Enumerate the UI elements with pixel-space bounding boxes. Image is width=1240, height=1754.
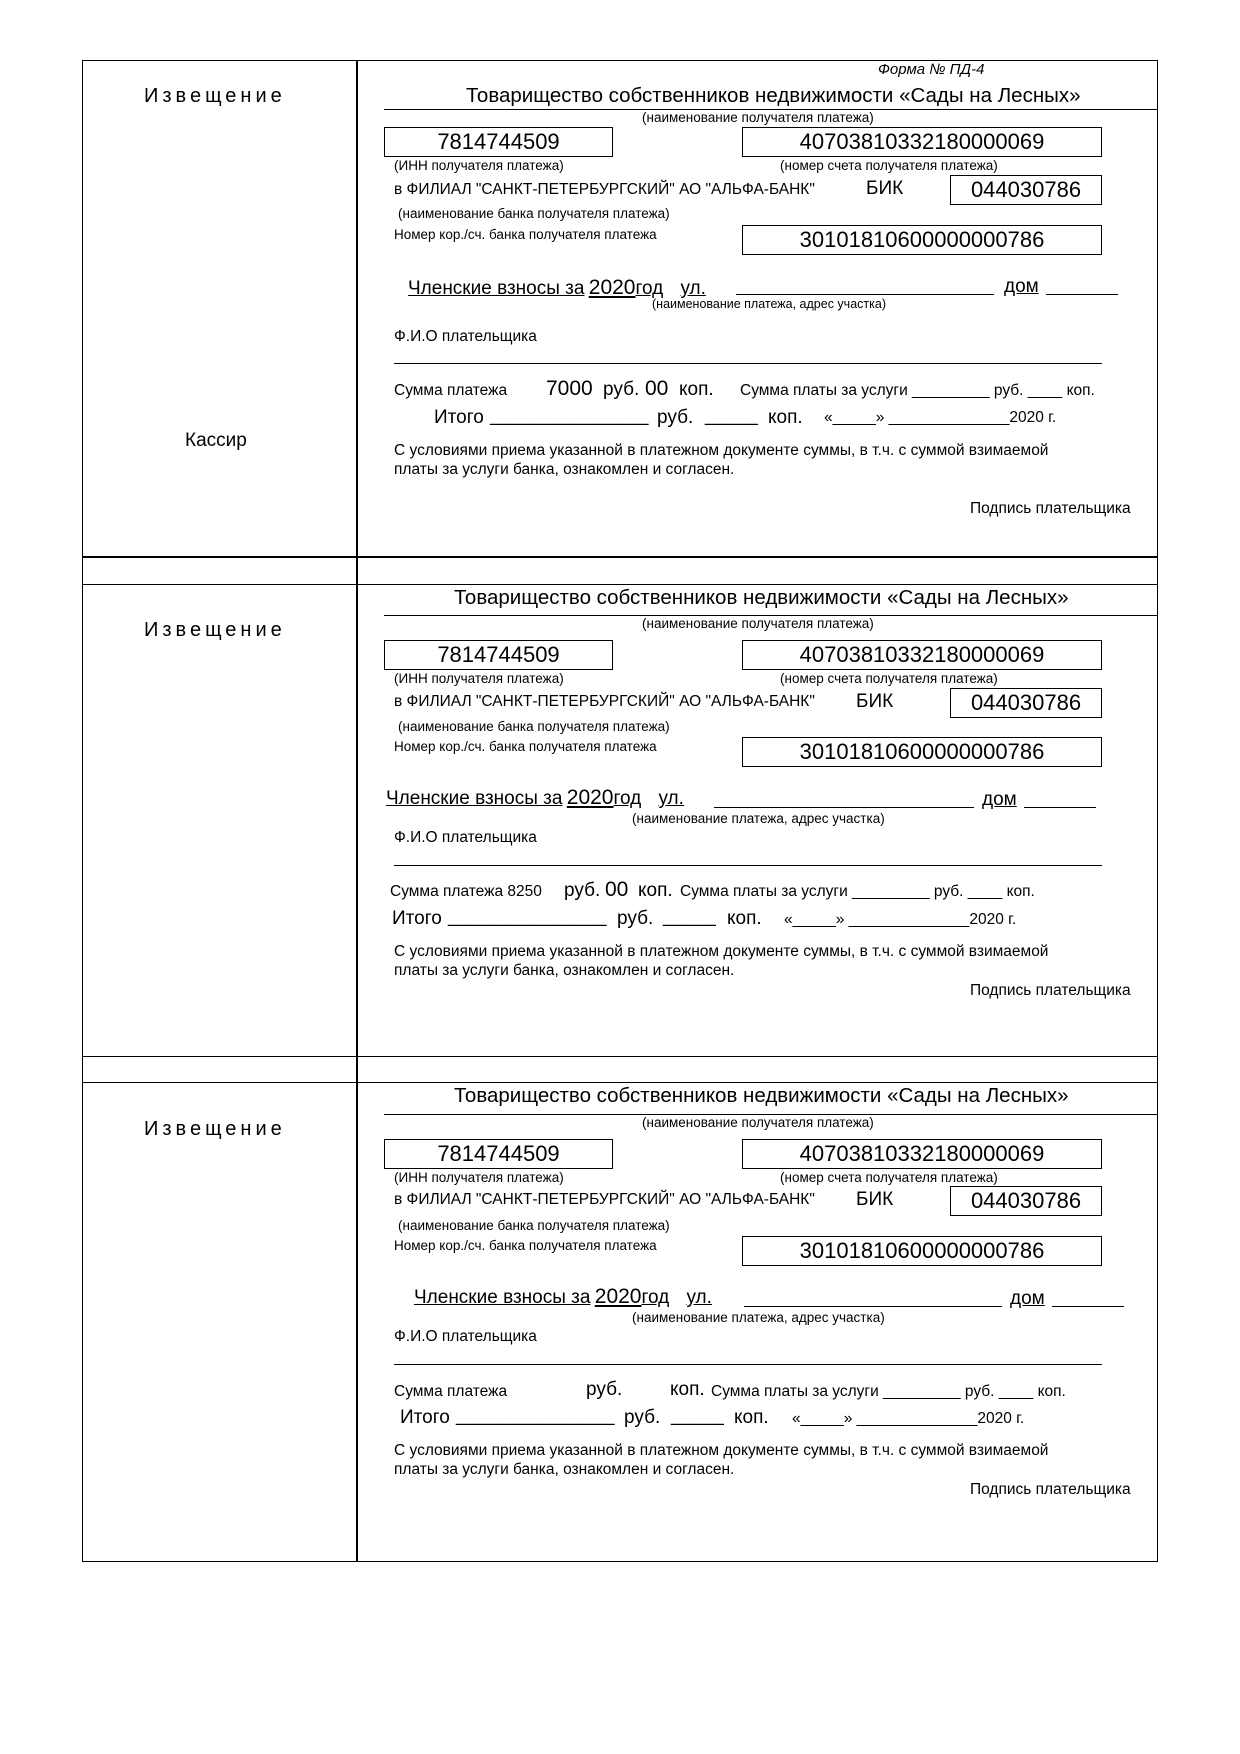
corr-account-field: 30101810600000000786 — [742, 1236, 1102, 1266]
total-kop-label: коп. — [768, 407, 803, 428]
bank-name: в ФИЛИАЛ "САНКТ-ПЕТЕРБУРГСКИЙ" АО "АЛЬФА-БАНК" — [394, 181, 815, 198]
date-line: «_____» ______________2020 г. — [792, 1410, 1025, 1427]
house-label: дом — [982, 789, 1017, 810]
service-label: Сумма платы за услуги _________ руб. ____ коп. — [680, 883, 1035, 900]
terms-line-2: платы за услуги банка, ознакомлен и согласен. — [394, 461, 735, 478]
account-caption: (номер счета получателя платежа) — [780, 671, 998, 686]
recipient-caption: (наименование получателя платежа) — [642, 616, 874, 631]
signature-label: Подпись плательщика — [970, 1481, 1131, 1498]
purpose-prefix: Членские взносы за — [386, 788, 563, 809]
house-blank — [1046, 294, 1118, 295]
bank-caption: (наименование банка получателя платежа) — [398, 206, 670, 221]
bik-label: БИК — [866, 178, 904, 199]
recipient-top-line — [384, 584, 1158, 585]
total-kop-blank: _____ — [705, 405, 758, 426]
rub-label: руб. — [564, 880, 601, 901]
service-label: Сумма платы за услуги _________ руб. ____ коп. — [740, 382, 1095, 399]
purpose-line — [386, 787, 684, 808]
terms-line-1: С условиями приема указанной в платежном документе суммы, в т.ч. с суммой взимаемой — [394, 943, 1049, 960]
bik-field: 044030786 — [950, 175, 1102, 205]
purpose-caption: (наименование платежа, адрес участка) — [652, 297, 886, 311]
section-2-bottom-divider — [82, 1056, 1158, 1057]
house-blank — [1024, 807, 1096, 808]
purpose-year-suffix: год — [641, 1287, 670, 1308]
total-rub-label: руб. — [617, 908, 654, 929]
payer-blank — [394, 363, 1102, 364]
payer-blank — [394, 865, 1102, 866]
purpose-line — [414, 1286, 712, 1307]
account-field: 40703810332180000069 — [742, 1139, 1102, 1169]
payer-label: Ф.И.О плательщика — [394, 829, 537, 846]
inn-field: 7814744509 — [384, 127, 613, 157]
purpose-caption: (наименование платежа, адрес участка) — [632, 811, 885, 826]
purpose-caption: (наименование платежа, адрес участка) — [632, 1310, 885, 1325]
bank-caption: (наименование банка получателя платежа) — [398, 1218, 670, 1233]
total-label: Итого — [400, 1407, 450, 1428]
street-blank — [736, 294, 994, 295]
house-label: дом — [1004, 276, 1039, 297]
corr-account-field: 30101810600000000786 — [742, 737, 1102, 767]
payer-blank — [394, 1364, 1102, 1365]
bik-field: 044030786 — [950, 688, 1102, 718]
amount-rub: 7000 — [546, 377, 593, 400]
house-label: дом — [1010, 1288, 1045, 1309]
cashier-label: Кассир — [185, 430, 247, 451]
total-rub-blank: _______________ — [448, 906, 607, 927]
notice-label: Извещение — [144, 1118, 286, 1140]
inn-caption: (ИНН получателя платежа) — [394, 1170, 564, 1185]
bik-label: БИК — [856, 1189, 894, 1210]
amount-kop: 00 — [645, 377, 669, 400]
account-field: 40703810332180000069 — [742, 640, 1102, 670]
inn-field: 7814744509 — [384, 1139, 613, 1169]
total-kop-label: коп. — [734, 1407, 769, 1428]
kop-label: коп. — [638, 880, 673, 901]
section-3-top-divider — [82, 1082, 1158, 1083]
bank-caption: (наименование банка получателя платежа) — [398, 719, 670, 734]
terms-line-2: платы за услуги банка, ознакомлен и согласен. — [394, 962, 735, 979]
terms-line-1: С условиями приема указанной в платежном документе суммы, в т.ч. с суммой взимаемой — [394, 442, 1049, 459]
street-label: ул. — [686, 1287, 712, 1308]
account-caption: (номер счета получателя платежа) — [780, 158, 998, 173]
amount-kop: 00 — [605, 878, 629, 901]
notice-label: Извещение — [144, 619, 286, 641]
amount-label: Сумма платежа — [394, 382, 508, 399]
date-line: «_____» ______________2020 г. — [784, 911, 1017, 928]
kop-label: коп. — [679, 379, 714, 400]
recipient-name: Товарищество собственников недвижимости «Сады на Лесных» — [466, 84, 1081, 107]
payer-label: Ф.И.О плательщика — [394, 1328, 537, 1345]
bank-name: в ФИЛИАЛ "САНКТ-ПЕТЕРБУРГСКИЙ" АО "АЛЬФА-БАНК" — [394, 693, 815, 710]
purpose-year: 2020 — [566, 786, 614, 809]
kop-label: коп. — [670, 1379, 705, 1400]
terms-line-1: С условиями приема указанной в платежном документе суммы, в т.ч. с суммой взимаемой — [394, 1442, 1049, 1459]
purpose-year-suffix: год — [613, 788, 642, 809]
bank-name: в ФИЛИАЛ "САНКТ-ПЕТЕРБУРГСКИЙ" АО "АЛЬФА-БАНК" — [394, 1191, 815, 1208]
recipient-name: Товарищество собственников недвижимости «Сады на Лесных» — [454, 1084, 1069, 1107]
total-rub-blank: _______________ — [490, 405, 649, 426]
inn-field: 7814744509 — [384, 640, 613, 670]
corr-label: Номер кор./сч. банка получателя платежа — [394, 1238, 657, 1253]
notice-label: Извещение — [144, 85, 286, 107]
purpose-line — [408, 277, 706, 298]
payer-label: Ф.И.О плательщика — [394, 328, 537, 345]
street-label: ул. — [680, 278, 706, 299]
account-caption: (номер счета получателя платежа) — [780, 1170, 998, 1185]
street-blank — [714, 807, 974, 808]
left-column-divider — [356, 60, 358, 1562]
total-rub-label: руб. — [657, 407, 694, 428]
amount-label: Сумма платежа 8250 — [390, 883, 542, 900]
total-rub-blank: _______________ — [456, 1405, 615, 1426]
purpose-year: 2020 — [594, 1285, 642, 1308]
section-1-bottom-divider — [82, 556, 1158, 558]
rub-label: руб. — [586, 1379, 623, 1400]
amount-label: Сумма платежа — [394, 1383, 508, 1400]
terms-line-2: платы за услуги банка, ознакомлен и согласен. — [394, 1461, 735, 1478]
form-number: Форма № ПД-4 — [878, 61, 985, 78]
total-kop-blank: _____ — [663, 906, 716, 927]
signature-label: Подпись плательщика — [970, 982, 1131, 999]
purpose-prefix: Членские взносы за — [414, 1287, 591, 1308]
street-blank — [744, 1306, 1002, 1307]
total-label: Итого — [392, 908, 442, 929]
total-kop-label: коп. — [727, 908, 762, 929]
corr-label: Номер кор./сч. банка получателя платежа — [394, 739, 657, 754]
inn-caption: (ИНН получателя платежа) — [394, 671, 564, 686]
rub-label: руб. — [603, 379, 640, 400]
total-kop-blank: _____ — [671, 1405, 724, 1426]
recipient-caption: (наименование получателя платежа) — [642, 1115, 874, 1130]
signature-label: Подпись плательщика — [970, 500, 1131, 517]
service-label: Сумма платы за услуги _________ руб. ____ коп. — [711, 1383, 1066, 1400]
purpose-year-suffix: год — [635, 278, 664, 299]
account-field: 40703810332180000069 — [742, 127, 1102, 157]
total-rub-label: руб. — [624, 1407, 661, 1428]
purpose-year: 2020 — [588, 276, 636, 299]
total-label: Итого — [434, 407, 484, 428]
bik-label: БИК — [856, 691, 894, 712]
corr-label: Номер кор./сч. банка получателя платежа — [394, 227, 657, 242]
recipient-caption: (наименование получателя платежа) — [642, 110, 874, 125]
inn-caption: (ИНН получателя платежа) — [394, 158, 564, 173]
recipient-name: Товарищество собственников недвижимости «Сады на Лесных» — [454, 586, 1069, 609]
house-blank — [1052, 1306, 1124, 1307]
purpose-prefix: Членские взносы за — [408, 278, 585, 299]
street-label: ул. — [658, 788, 684, 809]
corr-account-field: 30101810600000000786 — [742, 225, 1102, 255]
date-line: «_____» ______________2020 г. — [824, 409, 1057, 426]
bik-field: 044030786 — [950, 1186, 1102, 1216]
